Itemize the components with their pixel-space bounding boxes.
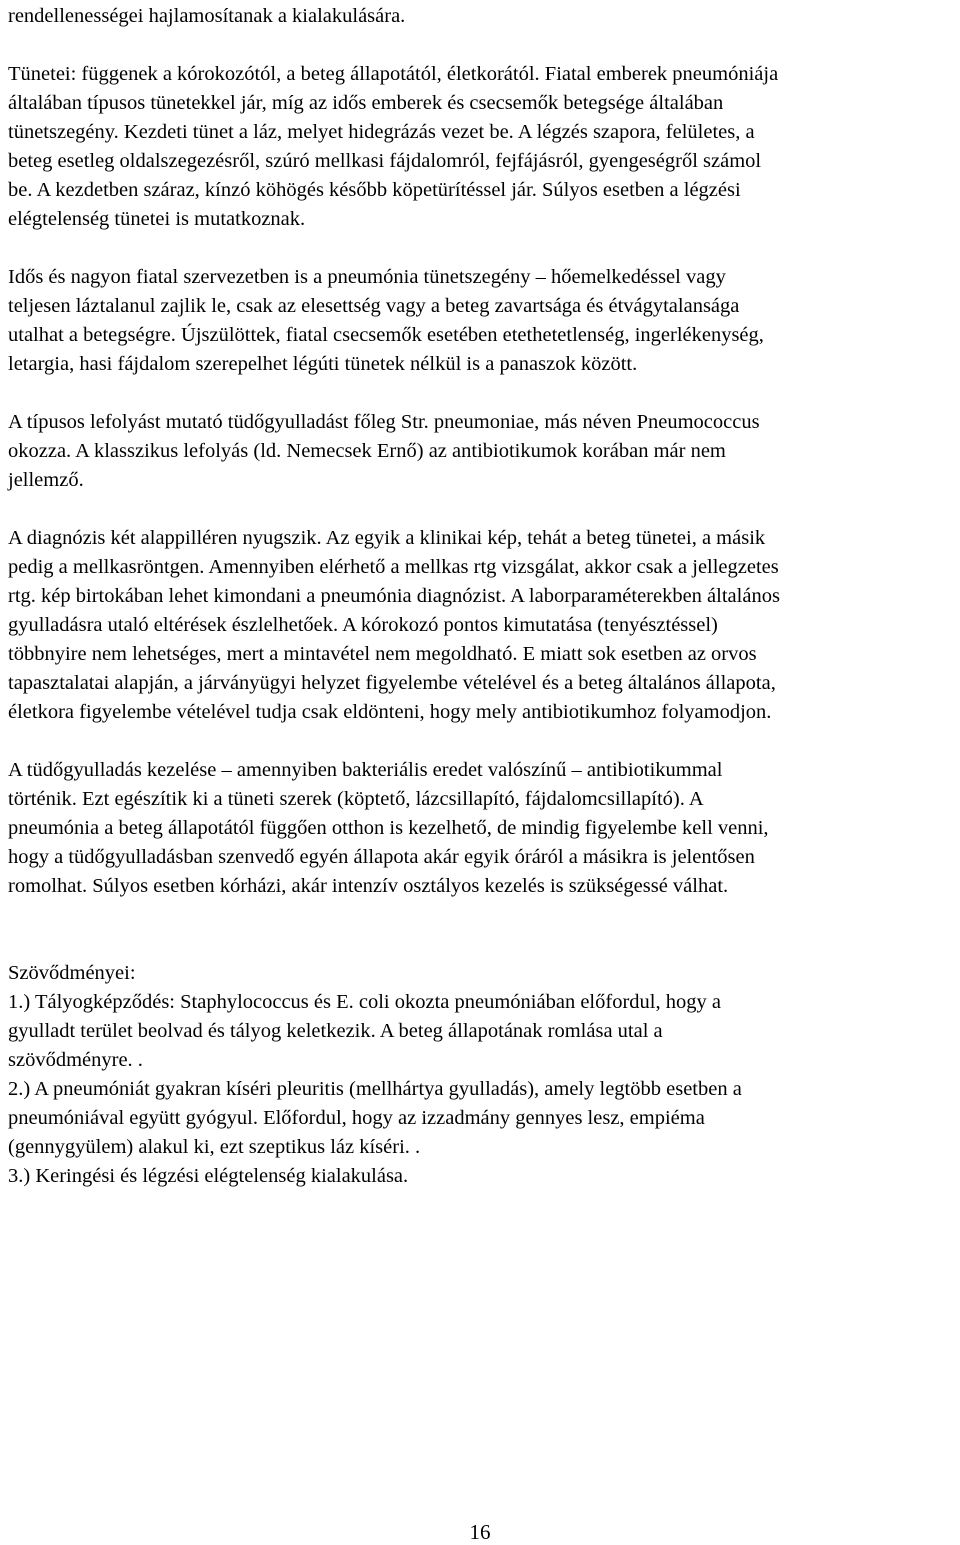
text-line: rtg. kép birtokában lehet kimondani a pneumónia diagnózist. A laborparaméterekben általános xyxy=(8,585,780,607)
paragraph-diagnosis xyxy=(8,524,956,727)
paragraph-complications xyxy=(8,959,956,1191)
text-line: szövődményre. . xyxy=(8,1049,143,1071)
text-line: A diagnózis két alappilléren nyugszik. Az egyik a klinikai kép, tehát a beteg tünetei, a másik xyxy=(8,527,766,549)
text-line: 2.) A pneumóniát gyakran kíséri pleuritis (mellhártya gyulladás), amely legtöbb esetben a xyxy=(8,1078,742,1100)
text-line: Idős és nagyon fiatal szervezetben is a pneumónia tünetszegény – hőemelkedéssel vagy xyxy=(8,266,726,288)
text-line: utalhat a betegségre. Újszülöttek, fiatal csecsemők esetében etethetetlenség, ingerlékenység, xyxy=(8,324,764,346)
text-line: pedig a mellkasröntgen. Amennyiben elérhető a mellkas rtg vizsgálat, akkor csak a jellegzetes xyxy=(8,556,779,578)
text-line: többnyire nem lehetséges, mert a mintavétel nem megoldható. E miatt sok esetben az orvos xyxy=(8,643,757,665)
text-line: gyulladt terület beolvad és tályog keletkezik. A beteg állapotának romlása utal a xyxy=(8,1020,663,1042)
text-line: okozza. A klasszikus lefolyás (ld. Nemecsek Ernő) az antibiotikumok korában már nem xyxy=(8,440,726,462)
text-line: történik. Ezt egészítik ki a tüneti szerek (köptető, lázcsillapító, fájdalomcsillapító). A xyxy=(8,788,704,810)
text-line: pneumóniával együtt gyógyul. Előfordul, hogy az izzadmány gennyes lesz, empiéma xyxy=(8,1107,705,1129)
text-line: be. A kezdetben száraz, kínzó köhögés később köpetürítéssel jár. Súlyos esetben a légzési xyxy=(8,179,741,201)
text-line: beteg esetleg oldalszegezésről, szúró mellkasi fájdalomról, fejfájásról, gyengeségről számol xyxy=(8,150,762,172)
text-line: pneumónia a beteg állapotától függően otthon is kezelhető, de mindig figyelembe kell venni, xyxy=(8,817,769,839)
text-line: hogy a tüdőgyulladásban szenvedő egyén állapota akár egyik óráról a másikra is jelentősen xyxy=(8,846,755,868)
text-line: (gennygyülem) alakul ki, ezt szeptikus láz kíséri. . xyxy=(8,1136,421,1158)
paragraph-treatment xyxy=(8,756,956,901)
paragraph-typical-course xyxy=(8,408,956,495)
text-line: életkora figyelembe vételével tudja csak eldönteni, hogy mely antibiotikumhoz folyamodjon. xyxy=(8,701,772,723)
text-line: tünetszegény. Kezdeti tünet a láz, melyet hidegrázás vezet be. A légzés szapora, felületes, a xyxy=(8,121,755,143)
text-line: jellemző. xyxy=(8,469,84,491)
paragraph-elderly-infants xyxy=(8,263,956,379)
text-line: A tüdőgyulladás kezelése – amennyiben bakteriális eredet valószínű – antibiotikummal xyxy=(8,759,723,781)
paragraph-symptoms xyxy=(8,60,956,234)
text-line: 3.) Keringési és légzési elégtelenség kialakulása. xyxy=(8,1165,409,1187)
document-body xyxy=(8,0,956,1191)
text-line: Tünetei: függenek a kórokozótól, a beteg állapotától, életkorától. Fiatal emberek pneumóniája xyxy=(8,63,779,85)
page-number: 16 xyxy=(469,1520,491,1544)
text-line: általában típusos tünetekkel jár, míg az idős emberek és csecsemők betegsége általában xyxy=(8,92,724,114)
text-line: romolhat. Súlyos esetben kórházi, akár intenzív osztályos kezelés is szükségessé válhat. xyxy=(8,875,729,897)
text-line: elégtelenség tünetei is mutatkoznak. xyxy=(8,208,306,230)
text-line: teljesen láztalanul zajlik le, csak az elesettség vagy a beteg zavartsága és étvágytalansága xyxy=(8,295,740,317)
text-line: rendellenességei hajlamosítanak a kialakulására. xyxy=(8,5,406,27)
text-line: gyulladásra utaló eltérések észlelhetőek. A kórokozó pontos kimutatása (tenyésztéssel) xyxy=(8,614,718,636)
paragraph-intro-end xyxy=(8,0,956,31)
text-line: A típusos lefolyást mutató tüdőgyulladást főleg Str. pneumoniae, más néven Pneumococcus xyxy=(8,411,760,433)
complications-heading: Szövődményei: xyxy=(8,962,136,984)
text-line: letargia, hasi fájdalom szerepelhet légúti tünetek nélkül is a panaszok között. xyxy=(8,353,638,375)
text-line: 1.) Tályogképződés: Staphylococcus és E. coli okozta pneumóniában előfordul, hogy a xyxy=(8,991,721,1013)
text-line: tapasztalatai alapján, a járványügyi helyzet figyelembe vételével és a beteg általános állapota, xyxy=(8,672,776,694)
